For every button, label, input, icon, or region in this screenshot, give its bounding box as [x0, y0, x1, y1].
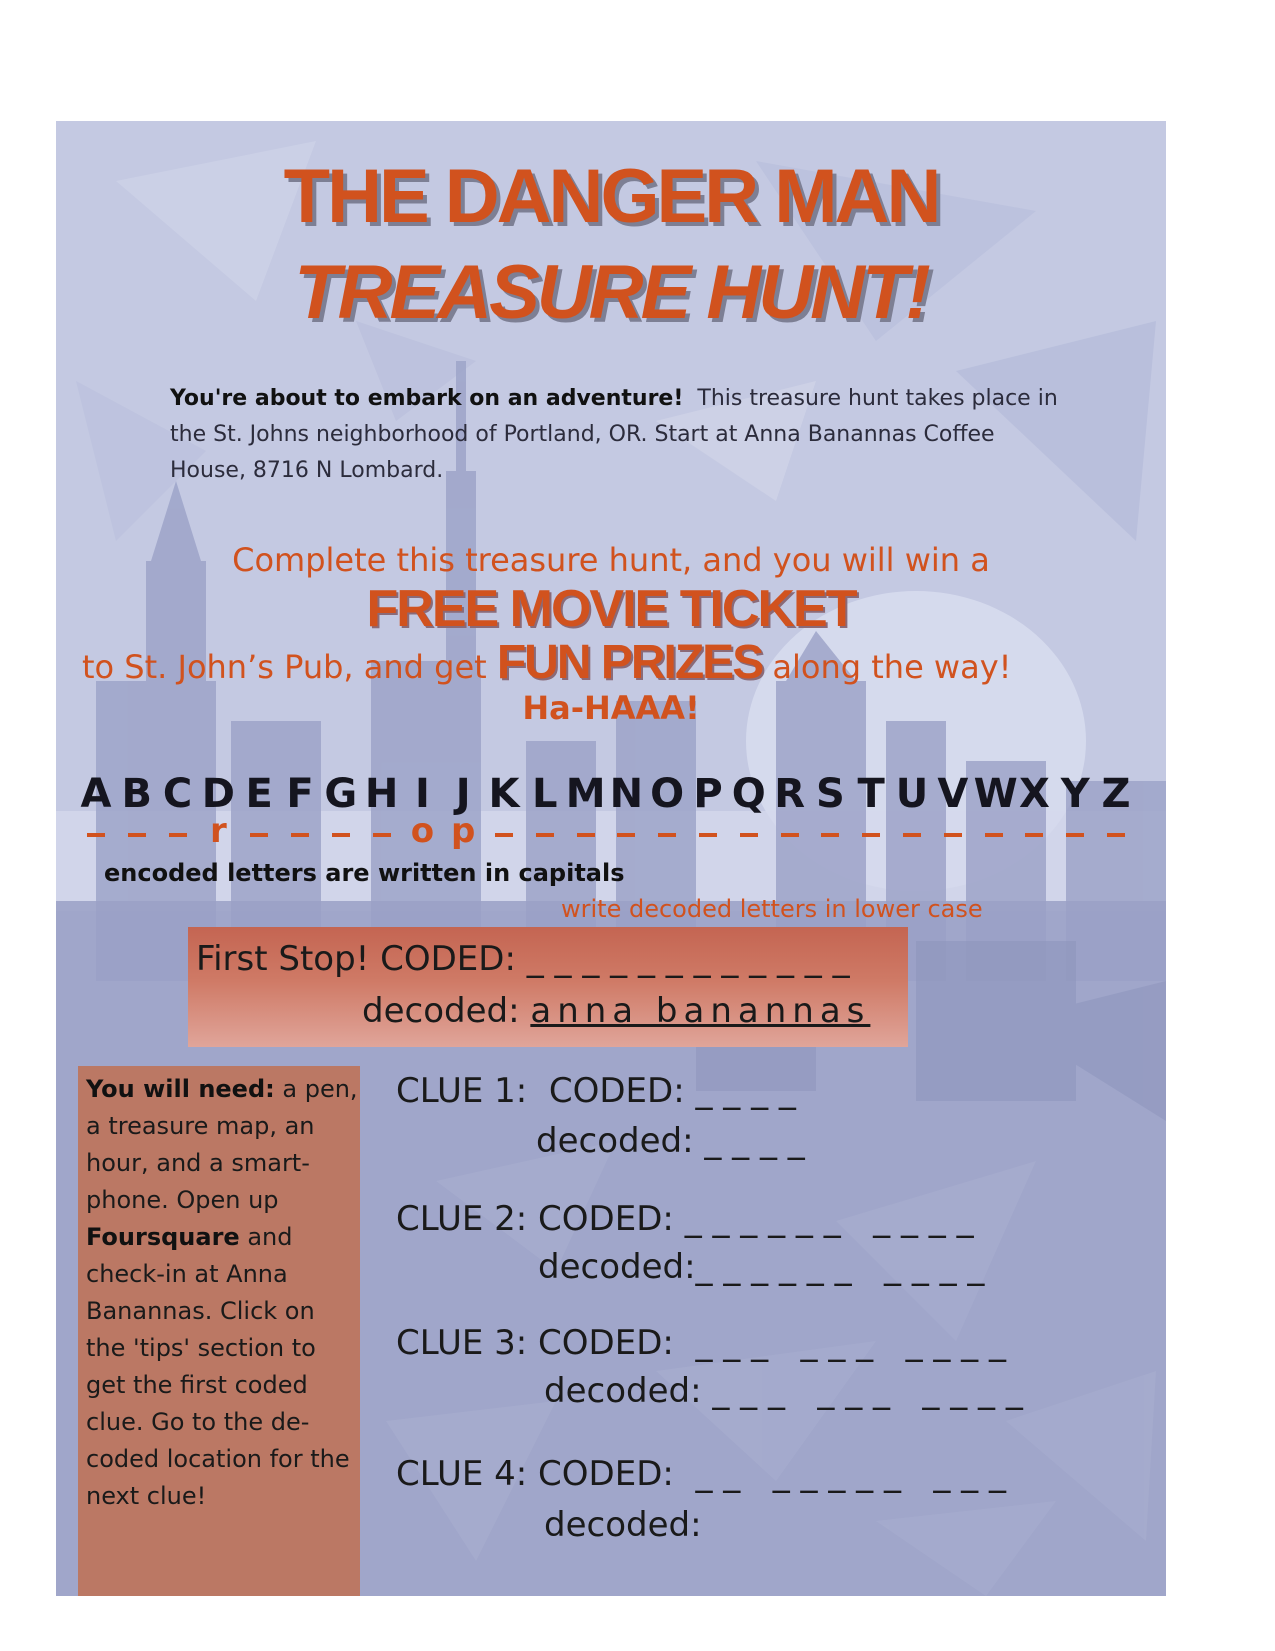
clue-decoded-blanks[interactable]: _ _ _ _ — [704, 1121, 805, 1161]
clue-label: CLUE 3: CODED: — [396, 1323, 674, 1363]
first-stop-decoded — [362, 991, 870, 1031]
alphabet-letter: S — [815, 771, 845, 817]
clue-1-decoded — [536, 1121, 805, 1161]
first-stop-coded-blanks[interactable]: _ _ _ _ _ _ _ _ _ _ _ _ — [526, 939, 850, 979]
letter-blank[interactable] — [658, 833, 676, 837]
clue-4-decoded — [544, 1505, 712, 1545]
clue-decoded-label: decoded: — [544, 1505, 702, 1545]
first-stop-decoded-value: anna banannas — [530, 991, 871, 1031]
letter-blank[interactable] — [128, 833, 146, 837]
letter-blank[interactable] — [495, 833, 513, 837]
sidebar-bold-2: Foursquare — [86, 1223, 240, 1251]
alphabet-letter: Z — [1101, 771, 1131, 817]
clue-2-decoded — [538, 1247, 984, 1287]
clue-2-coded — [396, 1199, 974, 1239]
ha-haaa: Ha-HAAA! — [522, 689, 700, 727]
letter-blank[interactable] — [944, 833, 962, 837]
title-line-1: THE DANGER MAN — [283, 154, 939, 239]
alphabet-letter: D — [201, 771, 235, 817]
alphabet-letter: C — [162, 771, 193, 817]
alphabet-letter: P — [693, 771, 723, 817]
title-line-2: TREASURE HUNT! — [294, 250, 928, 335]
sidebar-text-2: and check-in at Anna Banannas. Click on the 'tips' section to get the first coded clue. Go to the de-coded location for the next clue! — [86, 1223, 350, 1510]
sidebar-text — [86, 1071, 358, 1515]
alphabet-letter: V — [937, 771, 969, 817]
letter-blank[interactable] — [169, 833, 187, 837]
letter-blank[interactable] — [617, 833, 635, 837]
letter-blank[interactable] — [903, 833, 921, 837]
letter-blank[interactable] — [1066, 833, 1084, 837]
clue-coded-blanks[interactable]: _ _ _ _ _ _ _ _ _ _ — [684, 1199, 974, 1239]
free-movie-ticket: FREE MOVIE TICKET — [366, 580, 856, 638]
letter-blank[interactable] — [862, 833, 880, 837]
clue-coded-blanks[interactable]: _ _ _ _ _ _ _ _ _ _ — [684, 1454, 1006, 1494]
prize-line-3-pre: to St. John’s Pub, and get — [82, 648, 487, 686]
clue-decoded-blanks[interactable]: _ _ _ _ _ _ _ _ _ _ — [712, 1371, 1023, 1411]
clue-3-decoded — [544, 1371, 1023, 1411]
alphabet-letter: F — [286, 771, 314, 817]
clue-label: CLUE 2: CODED: — [396, 1199, 674, 1239]
clue-decoded-label: decoded: — [538, 1247, 696, 1287]
clue-coded-blanks[interactable]: _ _ _ _ _ _ _ _ _ _ — [684, 1323, 1006, 1363]
clue-coded-blanks[interactable]: _ _ _ _ — [695, 1071, 796, 1111]
clue-decoded-label: decoded: — [536, 1121, 694, 1161]
clue-label: CLUE 4: CODED: — [396, 1454, 674, 1494]
letter-blank[interactable] — [87, 833, 105, 837]
letter-blank[interactable] — [577, 833, 595, 837]
clue-3-coded — [396, 1323, 1006, 1363]
decoded-letter[interactable]: p — [451, 811, 476, 851]
clue-4-coded — [396, 1454, 1006, 1494]
fun-prizes: FUN PRIZES — [496, 636, 763, 689]
prize-line-3-post: along the way! — [772, 648, 1012, 686]
clue-1-coded — [396, 1071, 796, 1111]
prize-line-3 — [82, 635, 1011, 690]
alphabet-letter: J — [455, 771, 471, 817]
decoded-note: write decoded letters in lower case — [561, 895, 983, 923]
alphabet-letter: G — [324, 771, 358, 817]
intro-paragraph — [170, 381, 1070, 489]
decoded-letter[interactable]: o — [410, 811, 435, 851]
clue-label: CLUE 1: CODED: — [396, 1071, 685, 1111]
alphabet-letter: A — [80, 771, 112, 817]
sidebar-bold-1: You will need: — [86, 1075, 275, 1103]
clue-decoded-blanks[interactable]: _ _ _ _ _ _ _ _ _ _ — [695, 1247, 985, 1287]
alphabet-letter: M — [565, 771, 606, 817]
letter-blank[interactable] — [332, 833, 350, 837]
alphabet-letter: I — [414, 771, 430, 817]
alphabet-letter: K — [488, 771, 520, 817]
letter-blank[interactable] — [250, 833, 268, 837]
alphabet-letter: U — [895, 771, 929, 817]
letter-blank[interactable] — [740, 833, 758, 837]
alphabet-letter: X — [1018, 771, 1050, 817]
encoded-note: encoded letters are written in capitals — [104, 859, 625, 887]
letter-blank[interactable] — [781, 833, 799, 837]
alphabet-letter: E — [245, 771, 273, 817]
letter-blank[interactable] — [821, 833, 839, 837]
alphabet-letter: T — [857, 771, 885, 817]
alphabet-letter: Q — [731, 771, 766, 817]
letter-blank[interactable] — [373, 833, 391, 837]
letter-blank[interactable] — [1107, 833, 1125, 837]
alphabet-letter: N — [609, 771, 644, 817]
letter-blank[interactable] — [985, 833, 1003, 837]
clue-decoded-label: decoded: — [544, 1371, 702, 1411]
first-stop-coded-label: First Stop! CODED: — [196, 939, 516, 979]
alphabet-letter: H — [364, 771, 399, 817]
letter-blank[interactable] — [1025, 833, 1043, 837]
poster — [56, 121, 1166, 1596]
alphabet-letter: B — [121, 771, 153, 817]
letter-blank[interactable] — [536, 833, 554, 837]
alphabet-letter: W — [973, 771, 1018, 817]
alphabet-letter: Y — [1060, 771, 1090, 817]
alphabet-letter: R — [774, 771, 805, 817]
alphabet-letter: O — [650, 771, 685, 817]
alphabet-letter: L — [532, 771, 558, 817]
prize-line-1: Complete this treasure hunt, and you will win a — [232, 541, 990, 579]
sidebar-text-1: a pen, a treasure map, an hour, and a smart-phone. Open up — [86, 1075, 358, 1214]
intro-text: This treasure hunt takes place in the St. Johns neighborhood of Portland, OR. Start at Anna Banannas Coffee House, 8716 N Lombard. — [170, 386, 1058, 483]
letter-blank[interactable] — [699, 833, 717, 837]
first-stop-decoded-label: decoded: — [362, 991, 520, 1031]
first-stop-coded — [196, 939, 850, 979]
decoded-letter[interactable]: r — [210, 811, 227, 851]
letter-blank[interactable] — [291, 833, 309, 837]
intro-bold: You're about to embark on an adventure! — [170, 386, 684, 411]
